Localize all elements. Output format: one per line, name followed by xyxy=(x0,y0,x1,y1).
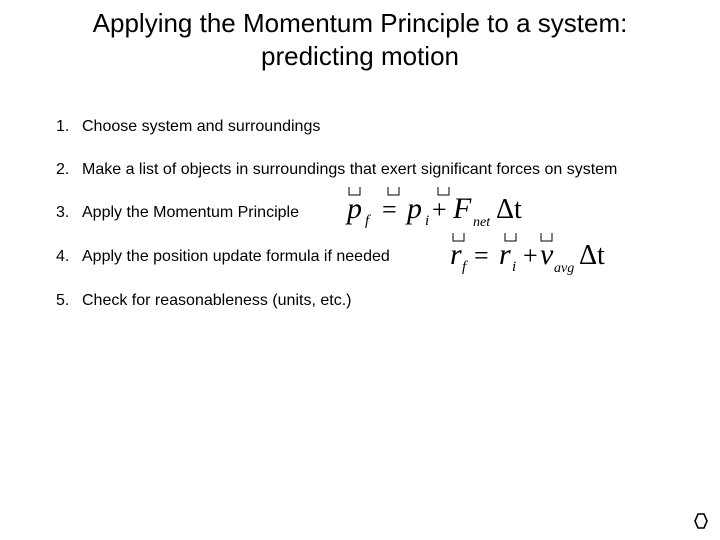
vector-arrow-mark xyxy=(438,187,449,195)
formula-operator: + xyxy=(523,241,538,270)
step-number: 2. xyxy=(56,161,70,178)
formula-subscript: i xyxy=(425,213,430,229)
formula-operator: = xyxy=(382,195,397,224)
formula-symbol: v xyxy=(540,238,554,271)
formula-symbol: r xyxy=(499,238,511,271)
step-text: Apply the Momentum Principle xyxy=(82,204,299,221)
formula-subscript: f xyxy=(365,213,370,229)
vector-arrow-mark xyxy=(388,187,399,195)
step-text: Apply the position update formula if needed xyxy=(82,248,390,265)
slide-nav-icon[interactable] xyxy=(694,513,708,529)
step-item xyxy=(56,203,299,223)
formula-delta-t: Δt xyxy=(579,240,605,271)
slide-title-line-2: predicting motion xyxy=(261,41,459,71)
formula-delta-t: Δt xyxy=(496,194,522,225)
formula-subscript: net xyxy=(473,215,491,230)
step-text: Choose system and surroundings xyxy=(82,118,321,135)
step-text: Check for reasonableness (units, etc.) xyxy=(82,292,352,309)
step-item xyxy=(56,117,320,137)
step-number: 1. xyxy=(56,118,70,135)
step-item xyxy=(56,291,351,311)
formula-symbol: r xyxy=(450,238,462,271)
step-text: Make a list of objects in surroundings that exert significant forces on system xyxy=(82,161,618,178)
formula-symbol: F xyxy=(453,192,472,225)
step-number: 5. xyxy=(56,292,70,309)
step-item xyxy=(56,247,390,267)
formula-subscript: f xyxy=(462,259,467,275)
formula-symbol: p xyxy=(407,192,422,225)
formula-operator: = xyxy=(474,241,489,270)
step-item xyxy=(56,160,617,180)
step-number: 4. xyxy=(56,248,70,265)
slide-title-line-1: Applying the Momentum Principle to a system: xyxy=(92,8,628,38)
formula-subscript: i xyxy=(512,259,517,275)
step-number: 3. xyxy=(56,204,70,221)
formula-operator: + xyxy=(432,195,447,224)
position-update-formula xyxy=(444,226,644,280)
formula-subscript: avg xyxy=(554,261,575,276)
formula-symbol: p xyxy=(347,192,362,225)
